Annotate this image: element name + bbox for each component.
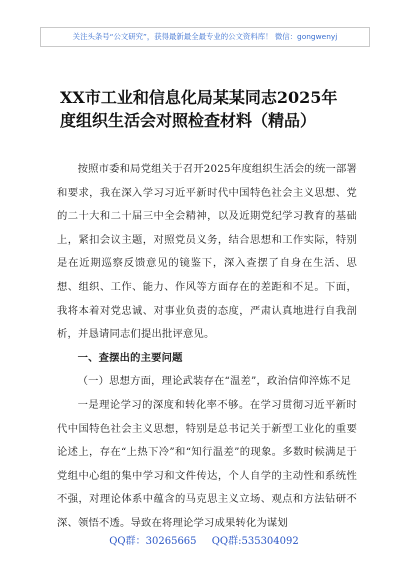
section-heading: 一、查摆出的主要问题 [77, 351, 183, 364]
title-line-2: 度组织生活会对照检查材料（精品） [60, 111, 317, 130]
document-body [57, 158, 357, 536]
subsection-heading: （一）思想方面，理论武装存在“温差”，政治信仰淬炼不足 [77, 375, 351, 388]
intro-paragraph: 按照市委和局党组关于召开2025年度组织生活会的统一部署和要求，我在深入学习习近平新时代中国特色社会主义思想、党的二十大和二十届三中全会精神，以及近期党纪学习教育的基础上，紧扣会议主题，对照党员义务，结合思想和工作实际，特别是在近期巡察反馈意见的镜鉴下，深入查摆了自身在生活、思想、组织、工作、能力、作风等方面存在的差距和不足。下面，我将本着对党忠诚、对事业负责的态度，严肃认真地进行自我剖析，并恳请同志们提出批评意见。 [57, 163, 357, 341]
footer-qq-group-1: QQ群：30265665 [109, 536, 197, 547]
promo-banner: 关注头条号“公文研究”，获得最新最全最专业的公文资料库！ 微信：gongwenyj [40, 27, 370, 47]
footer-contact [0, 532, 408, 547]
body-paragraph: 一是理论学习的深度和转化率不够。在学习贯彻习近平新时代中国特色社会主义思想，特别是总书记关于新型工业化的重要论述上，存在“上热下冷”和“知行温差”的现象。多数时候满足于党组中心组的集中学习和文件传达，个人自学的主动性和系统性不强，对理论体系中蕴含的马克思主义立场、观点和方法钻研不深、领悟不透。导致在将理论学习成果转化为谋划 [57, 398, 357, 529]
title-line-1: XX市工业和信息化局某某同志2025年 [60, 88, 338, 107]
document-title [60, 86, 360, 132]
footer-qq-group-2: QQ群:535304092 [211, 536, 299, 547]
